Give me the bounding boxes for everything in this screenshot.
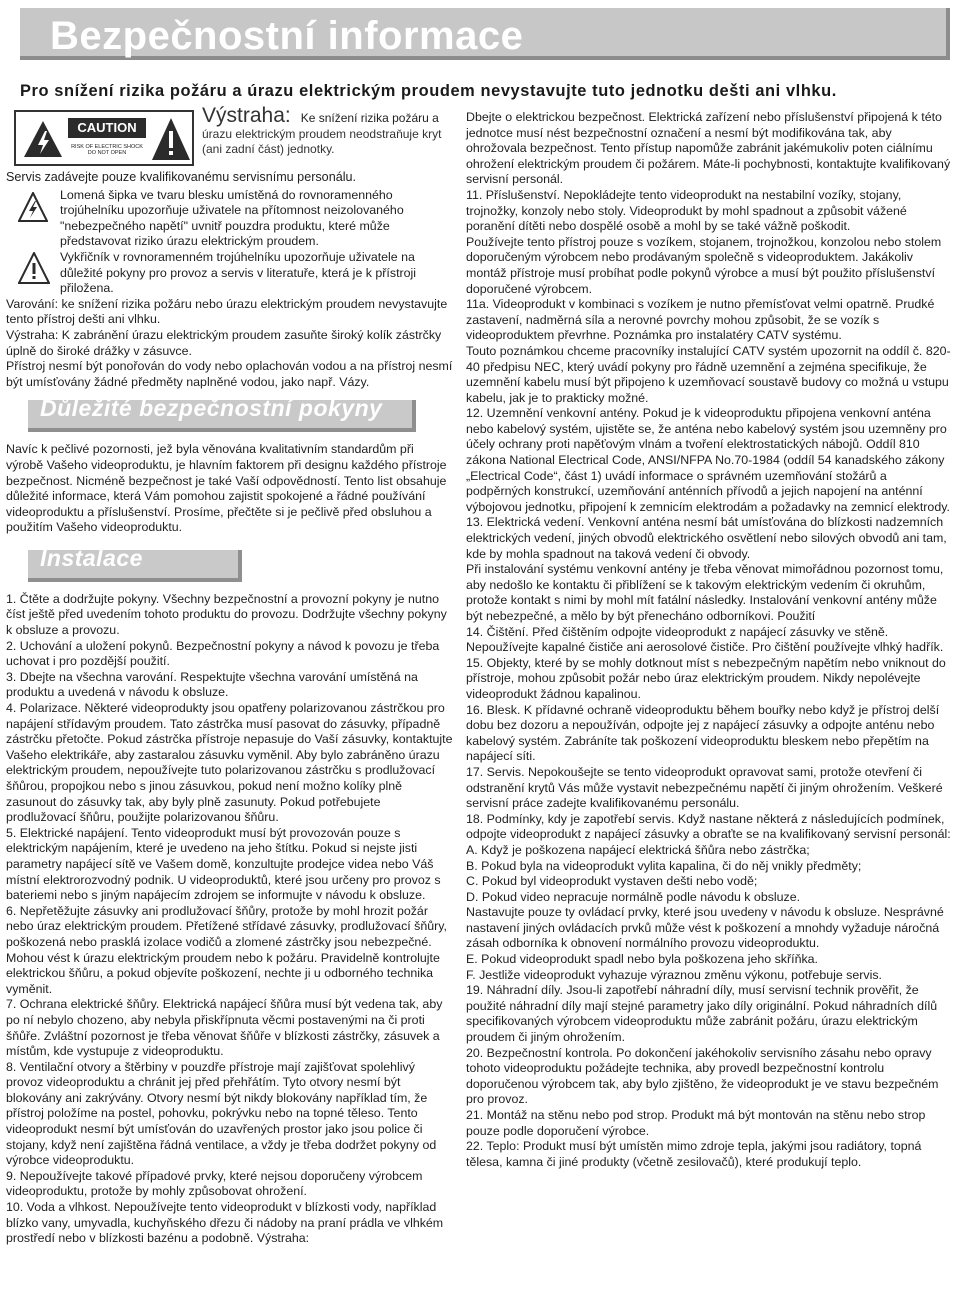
- list-item: Touto poznámkou chceme pracovníky instalující CATV systém upozornit na oddíl č. 820-40 předpisu NEC, který uvádí pokyny pro řádně uzemnění a zejména specifikuje, že uzemnění kabelu musí být připojeno k uzemňovací soustavě budovy co možná u vstupu kabelu, jak je to prakticky možné.: [466, 343, 951, 405]
- list-item: Používejte tento přístroj pouze s vozíkem, stojanem, trojnožkou, konzolou nebo stolem doporučeným výrobcem nebo prodávaným společně s videoproduktem. Jakákoliv montáž přístroje musí probíhat podle pokynů výrobce a musí být použito příslušenství doporučené výrobcem.: [466, 234, 942, 296]
- paragraph: Přístroj nesmí být ponořován do vody nebo oplachován vodou a na přístroj nesmí být umísťovány žádné předměty naplněné vodou, jako např. Vázy.: [6, 359, 453, 389]
- paragraph: Výstraha: K zabránění úrazu elektrickým proudem zasuňte široký kolík zástrčky úplně do široké drážky v zásuvce.: [6, 327, 442, 358]
- exclamation-warning-icon: [150, 116, 192, 167]
- section-heading-pokyny: [28, 395, 416, 432]
- section-heading-text: Instalace: [40, 544, 143, 571]
- list-item: A. Když je poškozena napájecí elektrická šňůra nebo zástrčka;: [466, 842, 810, 857]
- bolt-explanation: [6, 188, 454, 250]
- list-item: 9. Nepoužívejte takové případové prvky, které nejsou doporučeny výrobcem videoproduktu, protože by mohly způsobovat ohrožení.: [6, 1168, 423, 1199]
- list-item: E. Pokud videoprodukt spadl nebo byla poškozena jeho skříňka.: [466, 952, 818, 967]
- list-item: 18. Podmínky, kdy je zapotřebí servis. Když nastane některá z následujících podmínek, odpojte videoprodukt z napájecí zásuvky a obraťte se na kvalifikovaný servisní personál:: [466, 811, 951, 842]
- list-item: 14. Čištění. Před čištěním odpojte videoprodukt z napájecí zásuvky ve stěně. Nepoužívejte kapalné čističe ani aerosolové čističe. Pro čištění používejte vlhký hadřík.: [466, 624, 944, 655]
- list-item: 21. Montáž na stěnu nebo pod strop. Produkt má být montován na stěnu nebo strop pouze podle doporučení výrobce.: [466, 1108, 926, 1138]
- pokyny-paragraph: Navíc k pečlivé pozornosti, jež byla věnována kvalitativním standardům při výrobě Vašeho videoproduktu, je hlavním faktorem při designu každého přístroje bezpečnost. Nicméně bezpečnost je také Vaší odpovědností. Tento list obsahuje důležité informace, která Vám pomohou zajistit spokojené a řádné používání videoproduktu a příslušenství. Prosíme, přečtěte si je pečlivě před obsluhou a použitím Vašeho videoproduktu.: [6, 442, 447, 535]
- exclamation-explanation: [6, 250, 454, 297]
- list-item: D. Pokud video nepracuje normálně podle návodu k obsluze.: [466, 889, 801, 904]
- list-item: 10. Voda a vlhkost. Nepoužívejte tento videoprodukt v blízkosti vody, například blízko vany, umyvadla, kuchyňského dřezu či nádoby na praní prádla ve vlhkém prostředí nebo v blízkosti bazénu a podobně. Výstraha:: [6, 1200, 444, 1246]
- list-item: 2. Uchování a uložení pokynů. Bezpečnostní pokyny a návod k povozu je třeba uchovat i pro pozdější použití.: [6, 638, 440, 669]
- list-item: 22. Teplo: Produkt musí být umístěn mimo zdroje tepla, jakými jsou radiátory, topná tělesa, kamna či jiné produkty (včetně zesilovačů), které produkují teplo.: [466, 1139, 922, 1169]
- vystraha-word: Výstraha:: [202, 104, 291, 127]
- caution-small-text: RISK OF ELECTRIC SHOCK DO NOT OPEN: [71, 143, 143, 156]
- list-item: 6. Nepřetěžujte zásuvky ani prodlužovací šňůry, protože by mohl hrozit požár nebo úraz elektrickým proudem. Přetížené střídavé zásuvky, prodlužovací šňůry, poškozená nebo prasklá izolace vodičů a zlomené zástrčky jsou nebezpečné. Mohou vést k úrazu elektrickým proudem nebo k požáru. Pravidelně kontrolujte elektrickou šňůru, a pokud objevíte poškození, nechte ji u odborného technika vyměnit.: [6, 903, 447, 996]
- list-item: 4. Polarizace. Některé videoprodukty jsou opatřeny polarizovanou zástrčkou pro napájení střídavým proudem. Tato zástrčka musí pasovat do zásuvky, případně zástrčku přetočte. Pokud zástrčka přístroje nepasuje do Vaší zásuvky, kontaktujte Vašeho elektrikáře, aby zastaralou zásuvku vyměnil. Aby bylo zabráněno úrazu elektrickým proudem, nepoužívejte tuto polarizovanou zástrčku s prodlužovací šňůrou, propojkou nebo s jinou zásuvkou, pokud není možno kolíky plně zasunout do zásuvky tak, aby byly plně zasunuty. Pokud potřebujete prodlužovací šňůru, použijte polarizovanou šňůru.: [6, 701, 453, 825]
- list-item: 11. Příslušenství. Nepokládejte tento videoprodukt na nestabilní vozíky, stojany, trojnožky, konzoly nebo stoly. Videoprodukt by mohl spadnout a způsobit vážené poranění dítěti nebo dospělé osobě a mohl by se také vážně poškodit.: [466, 187, 907, 234]
- section-heading-text: Důležité bezpečnostní pokyny: [40, 395, 383, 422]
- list-item: 11a. Videoprodukt v kombinaci s vozíkem je nutno přemísťovat velmi opatrně. Prudké zastavení, nadměrná síla a nerovné povrchy mohou způsobit, že se vozík s videoproduktem převrhne. Poznámka pro instalatéry CATV systému.: [466, 297, 935, 343]
- list-item: 7. Ochrana elektrické šňůry. Elektrická napájecí šňůra musí být vedena tak, aby po ní nebylo chozeno, aby nebyla přiskřípnuta věcmi postavenými na či proti šňůře. Zvláštní pozornost je třeba věnovat šňůře v blízkosti zástrčky, zásuvek a místům, kde vystupuje z videoproduktu.: [6, 997, 443, 1059]
- right-column: [466, 110, 954, 1170]
- vystraha-block: [202, 104, 460, 157]
- left-column: [6, 104, 454, 1247]
- caution-label: [14, 110, 194, 166]
- page-subtitle: Pro snížení rizika požáru a úrazu elektrickým proudem nevystavujte tuto jednotku dešti ani vlhku.: [20, 82, 837, 100]
- caution-text: [68, 118, 146, 156]
- list-item: C. Pokud byl videoprodukt vystaven dešti nebo vodě;: [466, 874, 758, 889]
- list-item: Dbejte o elektrickou bezpečnost. Elektrická zařízení nebo příslušenství připojená k této jednotce musí nést bezpečnostní označení a nesmí být modifikována tak, aby ohrožovala bezpečnost. Tento přístup napomůže zabránit jakémukoliv poten ciálnímu ohrožení elektrickým proudem či požárem. Máte-li pochybnosti, kontaktujte kvalifikovaný servisní personál.: [466, 110, 951, 187]
- list-item: B. Pokud byla na videoprodukt vylita kapalina, či do něj vnikly předměty;: [466, 858, 862, 873]
- vystraha-text: úrazu elektrickým proudem neodstraňuje kryt (ani zadní část) jednotky.: [202, 126, 442, 156]
- list-item: Při instalování systému venkovní antény je třeba věnovat mimořádnou pozornost tomu, aby nedošlo ke kontaktu či přiblížení se k takovým elektrickým vedením či okruhům, protože kontakt s nimi by mohl mít fatální následky. Instalování venkovní antény může být nebezpečné, a mělo by být přenecháno odborníkovi. Použití: [466, 562, 944, 623]
- list-item: F. Jestliže videoprodukt vyhazuje výraznou změnu výkonu, potřebuje servis.: [466, 967, 882, 982]
- page-title: Bezpečnostní informace: [50, 14, 524, 58]
- list-item: 20. Bezpečnostní kontrola. Po dokončení jakéhokoliv servisního zásahu nebo opravy tohoto videoproduktu požádejte technika, aby provedl bezpečnostní kontrolu doporučenou výrobcem tak, aby bylo zjištěno, že videoprodukt je ve stavu bezpečném pro provoz.: [466, 1045, 939, 1107]
- list-item: 1. Čtěte a dodržujte pokyny. Všechny bezpečnostní a provozní pokyny je nutno číst ještě před uvedením tohoto produktu do provozu. Dodržujte všechny pokyny k obsluze a provozu.: [6, 591, 447, 638]
- list-item: 3. Dbejte na všechna varování. Respektujte všechna varování umístěná na produktu a uvedená v návodu k obsluze.: [6, 669, 418, 700]
- vystraha-inline: Ke snížení rizika požáru a: [300, 111, 439, 125]
- list-item: 19. Náhradní díly. Jsou-li zapotřebí náhradní díly, musí servisní technik prověřit, že použité náhradní díly mají stejné parametry jako díly originální. Pokud náhradních dílů specifikovaných výrobcem videoproduktu může zabránit požáru, úrazu elektrickým proudem či jiným ohrožením.: [466, 983, 938, 1045]
- list-item: 5. Elektrické napájení. Tento videoprodukt musí být provozován pouze s elektrickým napájením, které je uvedeno na jeho štítku. Pokud si nejste jisti parametry napájecí sítě ve Vašem domě, konzultujte prodejce videa nebo Váš místní elektrorozvodný podnik. U videoproduktů, které jsou určeny pro provoz s bateriemi nebo s jiným napájecím zdrojem se informujte v návodu k obsluze.: [6, 825, 441, 903]
- list-item: 13. Elektrická vedení. Venkovní anténa nesmí bát umísťována do blízkosti nadzemních elektrických vedení, jiných obvodů elektrického osvětlení nebo silových obvodů ani tam, kde by mohla spadnout na taková vedení či obvody.: [466, 515, 947, 561]
- list-item: 12. Uzemnění venkovní antény. Pokud je k videoproduktu připojena venkovní anténa nebo kabelový systém, ujistěte se, že anténa nebo kabelový systém jsou uzemněny pro účely ochrany proti napěťovým vlnám a tvoření elektrostatických nábojů. Oddíl 810 zákona National Electrical Code, ANSI/NFPA No.70-1984 (oddíl 54 kanadského zákony „Electrical Code“, část 1) uvádí informace o správném uzemňování stožárů a podpěrných konstrukcí, uzemňování anténních přívodů a jejich napojení na anténní výbojovou jednotku, připojení k zemnicím elektrodám a požadavky na zemnicí elektrody.: [466, 406, 950, 514]
- servis-line: Servis zadávejte pouze kvalifikovanému servisnímu personálu.: [6, 170, 356, 184]
- caution-title: CAUTION: [68, 118, 146, 138]
- exclamation-explanation-text: Vykřičník v rovnoramenném trojúhelníku upozorňuje uživatele na důležité pokyny pro provoz a servis v literatuře, která je k přístroji přiložena.: [60, 249, 417, 296]
- title-banner: [20, 8, 950, 60]
- lightning-triangle-icon: [18, 192, 48, 227]
- section-heading-instalace: [28, 544, 242, 582]
- caution-row: [6, 104, 454, 170]
- list-item: 16. Blesk. K přídavné ochraně videoproduktu během bouřky nebo když je přístroj delší dobu bez dozoru a nepoužíván, odpojte jej z napájecí zásuvky a odpojte anténu nebo kabelový systém. Zabráníte tak poškození videoproduktu bleskem nebo přepětím na napájecí síti.: [466, 702, 940, 764]
- list-item: 8. Ventilační otvory a štěrbiny v pouzdře přístroje mají zajišťovat spolehlivý provoz videoproduktu a chránit jej před přehřátím. Tyto otvory nesmí být blokovány ani zakrývány. Otvory nesmí být nikdy blokovány například tím, že přístroj položíme na postel, pohovku, pokrývku nebo na topné těleso. Tento videoprodukt nesmí být umísťován do uzavřených prostor jako jsou police či stojany, když není zajištěna řádná ventilace, a vždy je třeba dodržet pokyny od výrobce videoproduktu.: [6, 1059, 437, 1168]
- lightning-warning-icon: [22, 119, 64, 164]
- bolt-explanation-text: Lomená šipka ve tvaru blesku umístěná do rovnoramenného trojúhelníku upozorňuje uživatele na přítomnost neizolovaného "nebezpečného napětí" uvnitř pouzdra produktu, které může představovat riziko úrazu elektrickým proudem.: [60, 187, 404, 249]
- exclamation-triangle-icon: [18, 252, 50, 289]
- list-item: 17. Servis. Nepokoušejte se tento videoprodukt opravovat sami, protože otevření či odstranění krytů Vás může vystavit nebezpečnému napětí či jiným ohrožením. Veškeré servisní práce zadejte kvalifikovanému personálu.: [466, 764, 943, 811]
- list-item: Nastavujte pouze ty ovládací prvky, které jsou uvedeny v návodu k obsluze. Nesprávné nastavení jiných ovládacích prvků může vést k poškození a mnohdy vyžaduje náročná zásah odborníka k obnovení normálního provozu videoproduktu.: [466, 905, 944, 951]
- paragraph: Varování: ke snížení rizika požáru nebo úrazu elektrickým proudem nevystavujte tento přístroj dešti ani vlhku.: [6, 296, 448, 327]
- instalace-list: [6, 592, 454, 1247]
- list-item: 15. Objekty, které by se mohly dotknout míst s nebezpečným napětím nebo vniknout do přístroje, mohou způsobit požár nebo úraz elektrickým proudem. Nikdy nepolévejte videoprodukt žádnou kapalinou.: [466, 655, 946, 701]
